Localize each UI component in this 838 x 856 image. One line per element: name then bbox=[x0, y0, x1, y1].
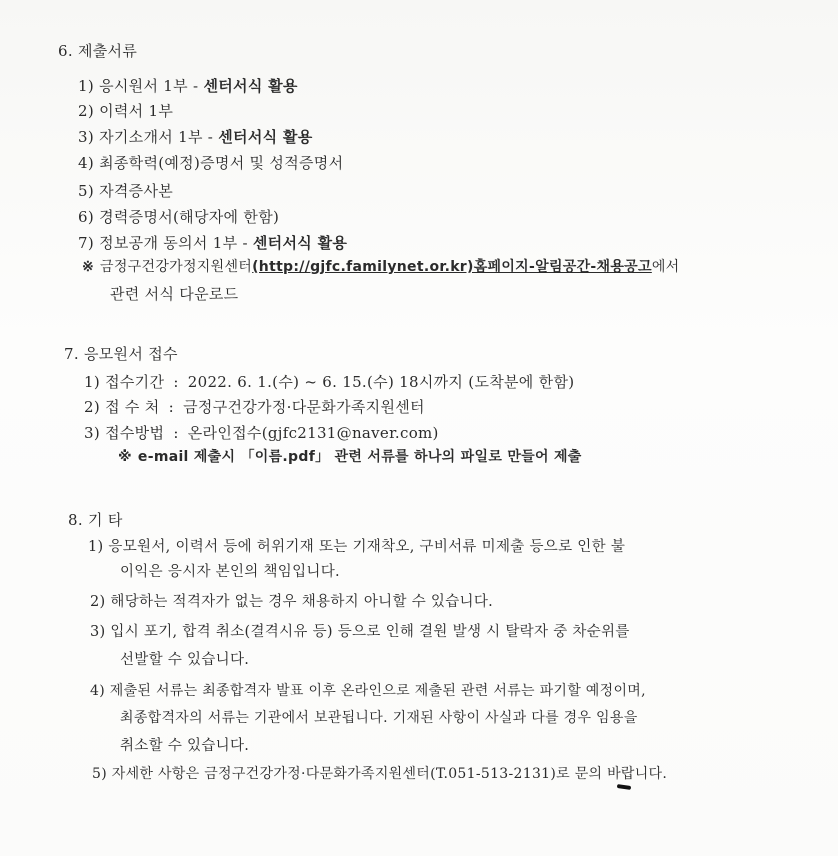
recruitment-link[interactable]: (http://gjfc.familynet.or.kr)홈페이지-알림공간-채용공고 bbox=[252, 259, 652, 275]
list-item bbox=[78, 76, 298, 96]
item-text: 자세한 사항은 금정구건강가정·다문화가족지원센터(T.051-513-2131)로 문의 바랍니다. bbox=[111, 766, 668, 782]
note-text: 금정구건강가정지원센터 bbox=[100, 259, 253, 275]
item-number: 4) bbox=[78, 154, 94, 172]
list-item bbox=[78, 153, 343, 173]
list-item bbox=[78, 207, 279, 227]
list-item bbox=[90, 592, 493, 612]
item-value: 온라인접수(gjfc2131@naver.com) bbox=[187, 424, 439, 442]
item-number: 7) bbox=[78, 234, 94, 252]
email-submission-note bbox=[118, 447, 582, 467]
item-number: 4) bbox=[90, 683, 105, 699]
item-text: 해당하는 적격자가 없는 경우 채용하지 아니할 수 있습니다. bbox=[110, 594, 494, 610]
item-bold-text: 센터서식 활용 bbox=[218, 128, 313, 146]
item-number: 1) bbox=[84, 373, 100, 391]
item-number: 2) bbox=[90, 594, 106, 610]
item-number: 1) bbox=[88, 539, 104, 555]
section-6-heading: 6. 제출서류 bbox=[58, 42, 138, 60]
list-item bbox=[90, 681, 646, 701]
item-number: 3) bbox=[78, 128, 94, 146]
list-item bbox=[78, 181, 173, 201]
note-text: e-mail 제출시 「이름.pdf」 관련 서류를 하나의 파일로 만들어 제출 bbox=[137, 449, 582, 465]
list-item bbox=[88, 537, 625, 557]
item-number: 2) bbox=[84, 398, 100, 416]
download-note-line2: 관련 서식 다운로드 bbox=[110, 285, 239, 303]
item-text: 응시원서 1부 - bbox=[99, 77, 204, 95]
item-text: 경력증명서(해당자에 한함) bbox=[99, 208, 280, 226]
ink-mark bbox=[617, 784, 631, 790]
item-separator: : bbox=[168, 398, 175, 416]
list-item bbox=[92, 764, 667, 784]
list-item bbox=[78, 101, 173, 121]
item-text: 제출된 서류는 최종합격자 발표 이후 온라인으로 제출된 관련 서류는 파기할 예정이며, bbox=[109, 683, 646, 699]
section-7-heading: 7. 응모원서 접수 bbox=[64, 345, 178, 363]
section-8-heading: 8. 기 타 bbox=[68, 511, 123, 529]
download-note bbox=[82, 257, 679, 277]
item-value: 2022. 6. 1.(수) ~ 6. 15.(수) 18시까지 (도착분에 한함) bbox=[187, 373, 575, 391]
list-item-continuation: 선발할 수 있습니다. bbox=[120, 652, 250, 668]
item-number: 3) bbox=[90, 624, 106, 640]
item-text: 입시 포기, 합격 취소(결격시유 등) 등으로 인해 결원 발생 시 탈락자 중 차순위를 bbox=[110, 624, 630, 640]
item-separator: : bbox=[173, 424, 179, 442]
reference-mark-icon: ※ bbox=[118, 449, 132, 465]
item-text: 응모원서, 이력서 등에 허위기재 또는 기재착오, 구비서류 미제출 등으로 인한 불 bbox=[108, 539, 626, 555]
item-text: 자기소개서 1부 - bbox=[99, 128, 219, 146]
item-text: 정보공개 동의서 1부 - bbox=[99, 234, 253, 252]
reference-mark-icon: ※ bbox=[82, 259, 95, 275]
item-label: 접수기간 bbox=[105, 373, 165, 391]
item-text: 이력서 1부 bbox=[99, 102, 174, 120]
list-item bbox=[84, 372, 574, 392]
list-item bbox=[90, 622, 630, 642]
item-number: 3) bbox=[84, 424, 100, 442]
list-item-continuation: 이익은 응시자 본인의 책임입니다. bbox=[120, 564, 340, 580]
item-text: 최종학력(예정)증명서 및 성적증명서 bbox=[99, 154, 344, 172]
item-number: 2) bbox=[78, 102, 94, 120]
item-separator: : bbox=[173, 373, 179, 391]
item-number: 6) bbox=[78, 208, 94, 226]
item-bold-text: 센터서식 활용 bbox=[203, 77, 298, 95]
list-item bbox=[84, 423, 439, 443]
note-text: 에서 bbox=[651, 259, 680, 275]
item-number: 5) bbox=[78, 182, 94, 200]
list-item-continuation: 최종합격자의 서류는 기관에서 보관됩니다. 기재된 사항이 사실과 다를 경우 임용을 bbox=[120, 710, 638, 726]
list-item bbox=[84, 397, 425, 417]
item-number: 1) bbox=[78, 77, 94, 95]
list-item-continuation: 취소할 수 있습니다. bbox=[120, 738, 250, 754]
item-value: 금정구건강가정·다문화가족지원센터 bbox=[183, 398, 425, 416]
item-number: 5) bbox=[92, 766, 107, 782]
item-label: 접 수 처 bbox=[105, 398, 160, 416]
list-item bbox=[78, 233, 347, 253]
list-item bbox=[78, 127, 313, 147]
item-label: 접수방법 bbox=[105, 424, 165, 442]
item-text: 자격증사본 bbox=[99, 182, 174, 200]
item-bold-text: 센터서식 활용 bbox=[252, 234, 348, 252]
